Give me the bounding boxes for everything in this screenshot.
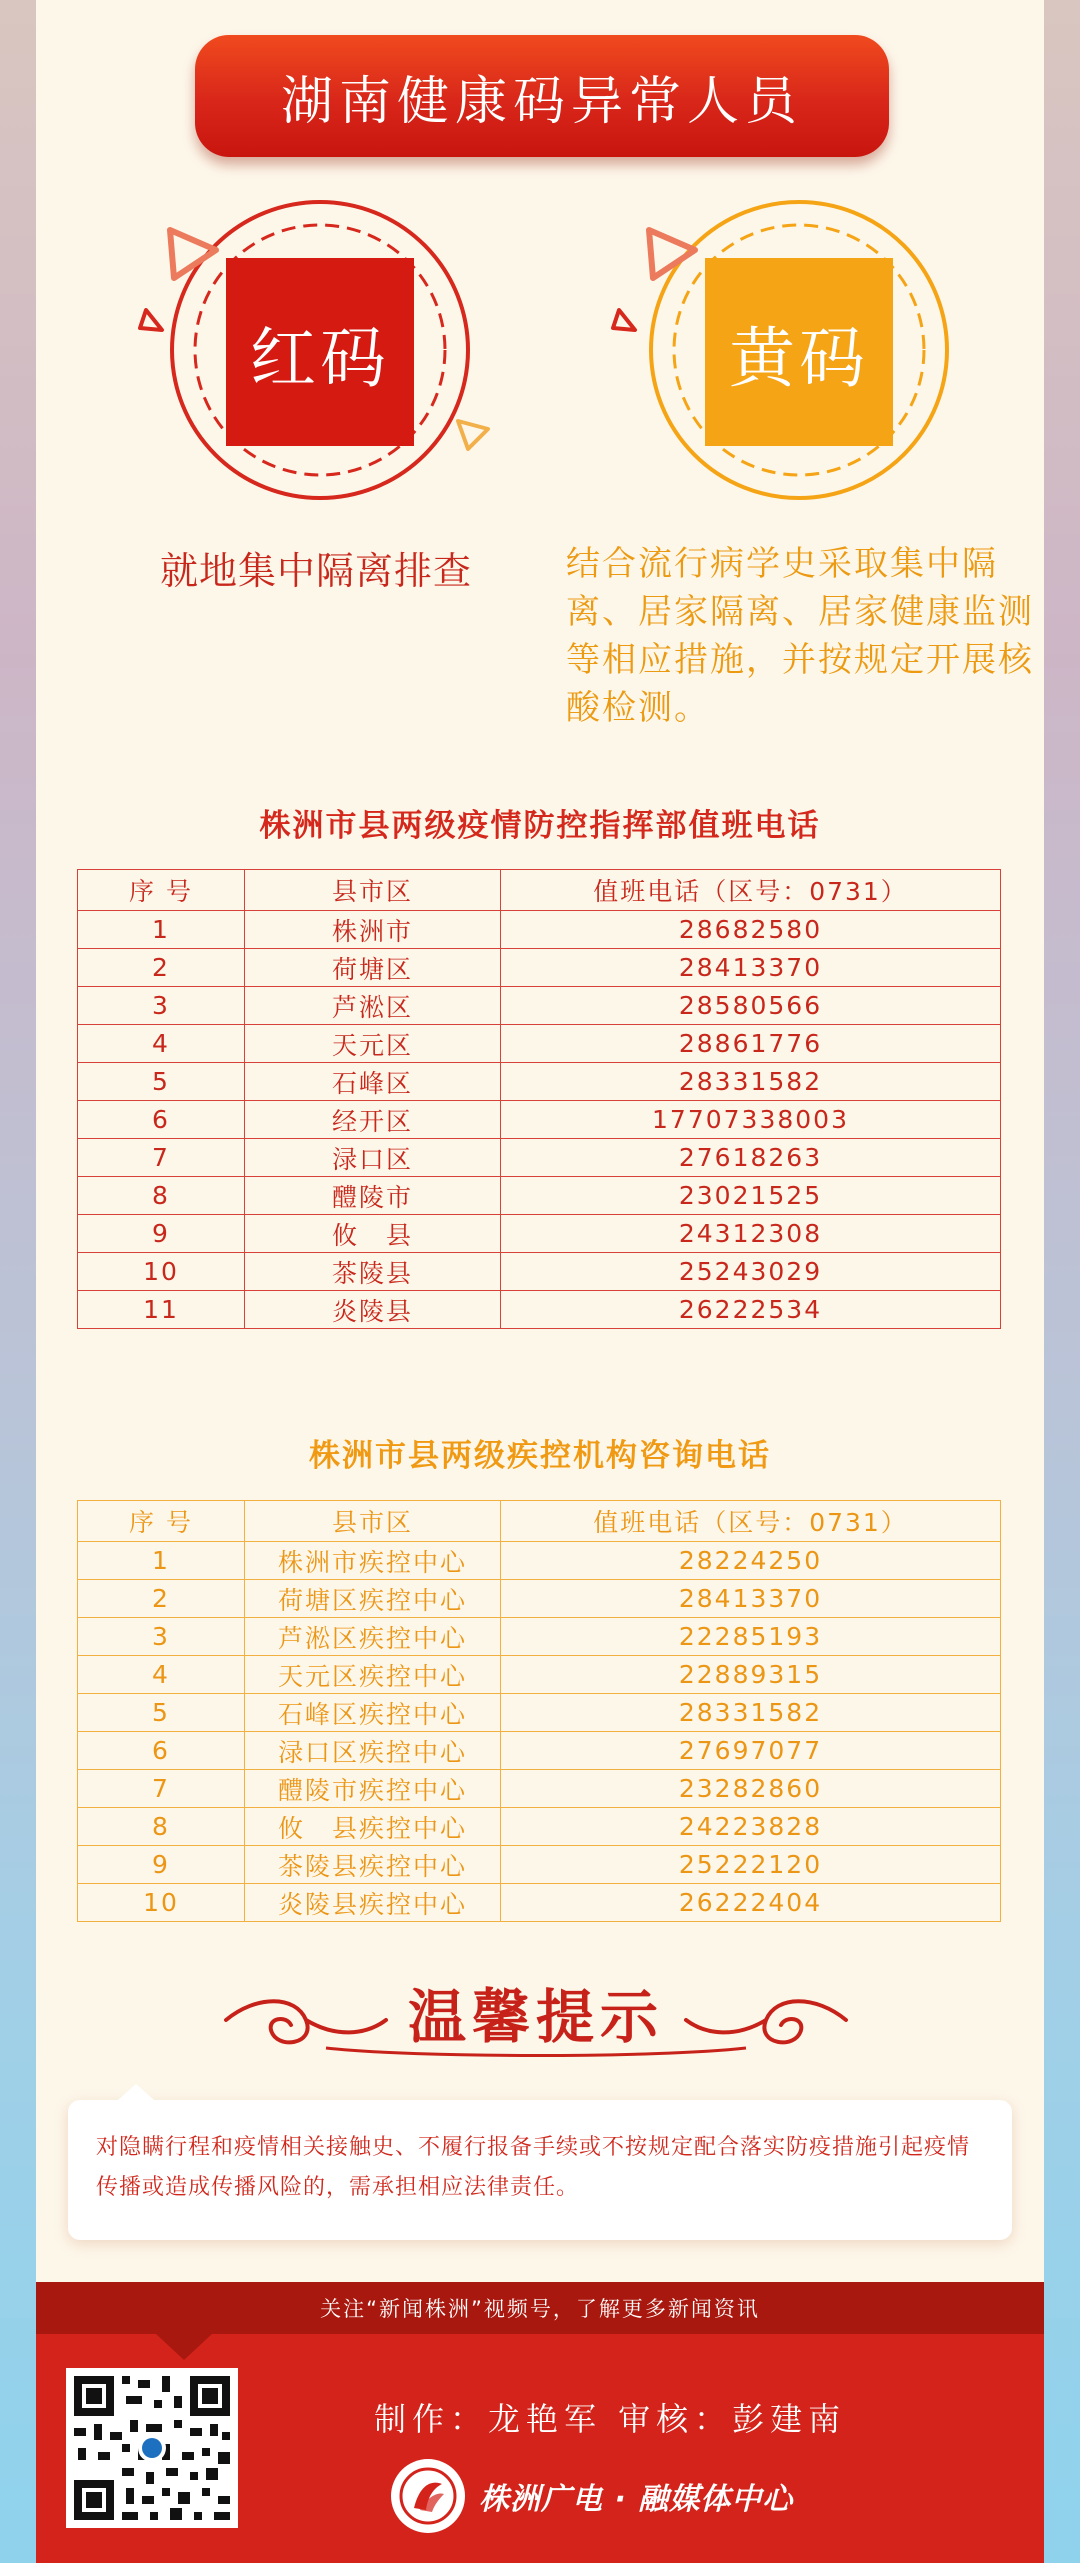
index-cell: 2 — [78, 949, 245, 987]
index-cell: 9 — [78, 1846, 245, 1884]
table-row — [78, 1063, 1001, 1101]
header-district: 县市区 — [245, 870, 501, 911]
qr-code-icon — [66, 2368, 238, 2528]
district-cell: 攸 县 — [245, 1215, 501, 1253]
duty-phone-title: 株洲市县两级疫情防控指挥部值班电话 — [259, 808, 821, 844]
qr-code-graphic — [66, 2368, 238, 2528]
index-cell: 9 — [78, 1215, 245, 1253]
district-cell: 荷塘区疾控中心 — [245, 1580, 501, 1618]
district-cell: 炎陵县 — [245, 1291, 501, 1329]
phone-cell: 28331582 — [501, 1694, 1001, 1732]
district-cell: 芦淞区疾控中心 — [245, 1618, 501, 1656]
index-cell: 11 — [78, 1291, 245, 1329]
yellow-code-badge — [589, 190, 949, 510]
table-row — [78, 1618, 1001, 1656]
phone-cell: 28331582 — [501, 1063, 1001, 1101]
table-row — [78, 1253, 1001, 1291]
duty-phone-table — [77, 869, 1001, 1329]
table-row — [78, 1542, 1001, 1580]
phone-cell: 25243029 — [501, 1253, 1001, 1291]
header-index: 序 号 — [78, 870, 245, 911]
district-cell: 石峰区疾控中心 — [245, 1694, 501, 1732]
tip-heading-text: 温馨提示 — [407, 1983, 664, 2051]
station-logo-graphic — [398, 2466, 458, 2526]
district-cell: 炎陵县疾控中心 — [245, 1884, 501, 1922]
index-cell: 2 — [78, 1580, 245, 1618]
red-code-label: 红码 — [226, 258, 414, 446]
table-row — [78, 1580, 1001, 1618]
phone-cell: 23282860 — [501, 1770, 1001, 1808]
district-cell: 渌口区疾控中心 — [245, 1732, 501, 1770]
table-row — [78, 1770, 1001, 1808]
tip-heading — [286, 1970, 786, 2070]
table-row — [78, 1101, 1001, 1139]
index-cell: 7 — [78, 1139, 245, 1177]
phone-cell: 28861776 — [501, 1025, 1001, 1063]
cdc-phone-table — [77, 1500, 1001, 1922]
footer — [36, 2334, 1044, 2563]
table-row — [78, 1656, 1001, 1694]
index-cell: 4 — [78, 1025, 245, 1063]
header-phone: 值班电话（区号：0731） — [501, 870, 1001, 911]
district-cell: 醴陵市疾控中心 — [245, 1770, 501, 1808]
cdc-phone-title: 株洲市县两级疾控机构咨询电话 — [309, 1438, 771, 1474]
district-cell: 石峰区 — [245, 1063, 501, 1101]
phone-cell: 24223828 — [501, 1808, 1001, 1846]
index-cell: 8 — [78, 1808, 245, 1846]
station-logo-icon — [391, 2459, 465, 2533]
district-cell: 芦淞区 — [245, 987, 501, 1025]
index-cell: 6 — [78, 1101, 245, 1139]
tip-text: 对隐瞒行程和疫情相关接触史、不履行报备手续或不按规定配合落实防疫措施引起疫情传播或造成传播风险的，需承担相应法律责任。 — [96, 2135, 971, 2200]
phone-cell: 27618263 — [501, 1139, 1001, 1177]
page-title: 湖南健康码异常人员 — [195, 35, 889, 157]
district-cell: 株洲市 — [245, 911, 501, 949]
phone-cell: 27697077 — [501, 1732, 1001, 1770]
table-row — [78, 1291, 1001, 1329]
index-cell: 5 — [78, 1063, 245, 1101]
district-cell: 天元区疾控中心 — [245, 1656, 501, 1694]
district-cell: 荷塘区 — [245, 949, 501, 987]
header-phone: 值班电话（区号：0731） — [501, 1501, 1001, 1542]
table-row — [78, 1846, 1001, 1884]
table-header-row — [78, 870, 1001, 911]
index-cell: 1 — [78, 911, 245, 949]
table-row — [78, 1139, 1001, 1177]
district-cell: 渌口区 — [245, 1139, 501, 1177]
index-cell: 6 — [78, 1732, 245, 1770]
phone-cell: 28682580 — [501, 911, 1001, 949]
index-cell: 3 — [78, 1618, 245, 1656]
table-row — [78, 1025, 1001, 1063]
follow-strip: 关注“新闻株洲”视频号，了解更多新闻资讯 — [36, 2282, 1044, 2334]
phone-cell: 28413370 — [501, 1580, 1001, 1618]
table-row — [78, 949, 1001, 987]
phone-cell: 22889315 — [501, 1656, 1001, 1694]
brand — [391, 2456, 811, 2536]
table-header-row — [78, 1501, 1001, 1542]
table-row — [78, 911, 1001, 949]
phone-cell: 25222120 — [501, 1846, 1001, 1884]
index-cell: 1 — [78, 1542, 245, 1580]
yellow-code-label: 黄码 — [705, 258, 893, 446]
phone-cell: 17707338003 — [501, 1101, 1001, 1139]
header-index: 序 号 — [78, 1501, 245, 1542]
district-cell: 天元区 — [245, 1025, 501, 1063]
index-cell: 5 — [78, 1694, 245, 1732]
district-cell: 经开区 — [245, 1101, 501, 1139]
red-code-badge — [110, 190, 470, 510]
tip-box — [68, 2100, 1012, 2240]
phone-cell: 28413370 — [501, 949, 1001, 987]
credits: 制作：龙艳军 审核：彭建南 — [374, 2400, 847, 2438]
index-cell: 4 — [78, 1656, 245, 1694]
header-district: 县市区 — [245, 1501, 501, 1542]
index-cell: 8 — [78, 1177, 245, 1215]
index-cell: 3 — [78, 987, 245, 1025]
triangle-icon — [454, 415, 494, 455]
table-row — [78, 1732, 1001, 1770]
phone-cell: 22285193 — [501, 1618, 1001, 1656]
phone-cell: 26222404 — [501, 1884, 1001, 1922]
phone-cell: 24312308 — [501, 1215, 1001, 1253]
district-cell: 茶陵县疾控中心 — [245, 1846, 501, 1884]
district-cell: 株洲市疾控中心 — [245, 1542, 501, 1580]
phone-cell: 28224250 — [501, 1542, 1001, 1580]
index-cell: 10 — [78, 1253, 245, 1291]
table-row — [78, 1177, 1001, 1215]
index-cell: 10 — [78, 1884, 245, 1922]
district-cell: 攸 县疾控中心 — [245, 1808, 501, 1846]
brand-name: 株洲广电 · 融媒体中心 — [479, 2482, 794, 2517]
phone-cell: 26222534 — [501, 1291, 1001, 1329]
table-row — [78, 1694, 1001, 1732]
yellow-code-description: 结合流行病学史采取集中隔离、居家隔离、居家健康监测等相应措施，并按规定开展核酸检测。 — [566, 544, 1034, 728]
phone-cell: 23021525 — [501, 1177, 1001, 1215]
table-row — [78, 1215, 1001, 1253]
table-row — [78, 987, 1001, 1025]
page — [36, 0, 1044, 2563]
tip-notch — [118, 2084, 154, 2100]
district-cell: 醴陵市 — [245, 1177, 501, 1215]
district-cell: 茶陵县 — [245, 1253, 501, 1291]
red-code-description: 就地集中隔离排查 — [159, 549, 472, 593]
phone-cell: 28580566 — [501, 987, 1001, 1025]
footer-arrow — [156, 2334, 212, 2360]
index-cell: 7 — [78, 1770, 245, 1808]
table-row — [78, 1884, 1001, 1922]
table-row — [78, 1808, 1001, 1846]
